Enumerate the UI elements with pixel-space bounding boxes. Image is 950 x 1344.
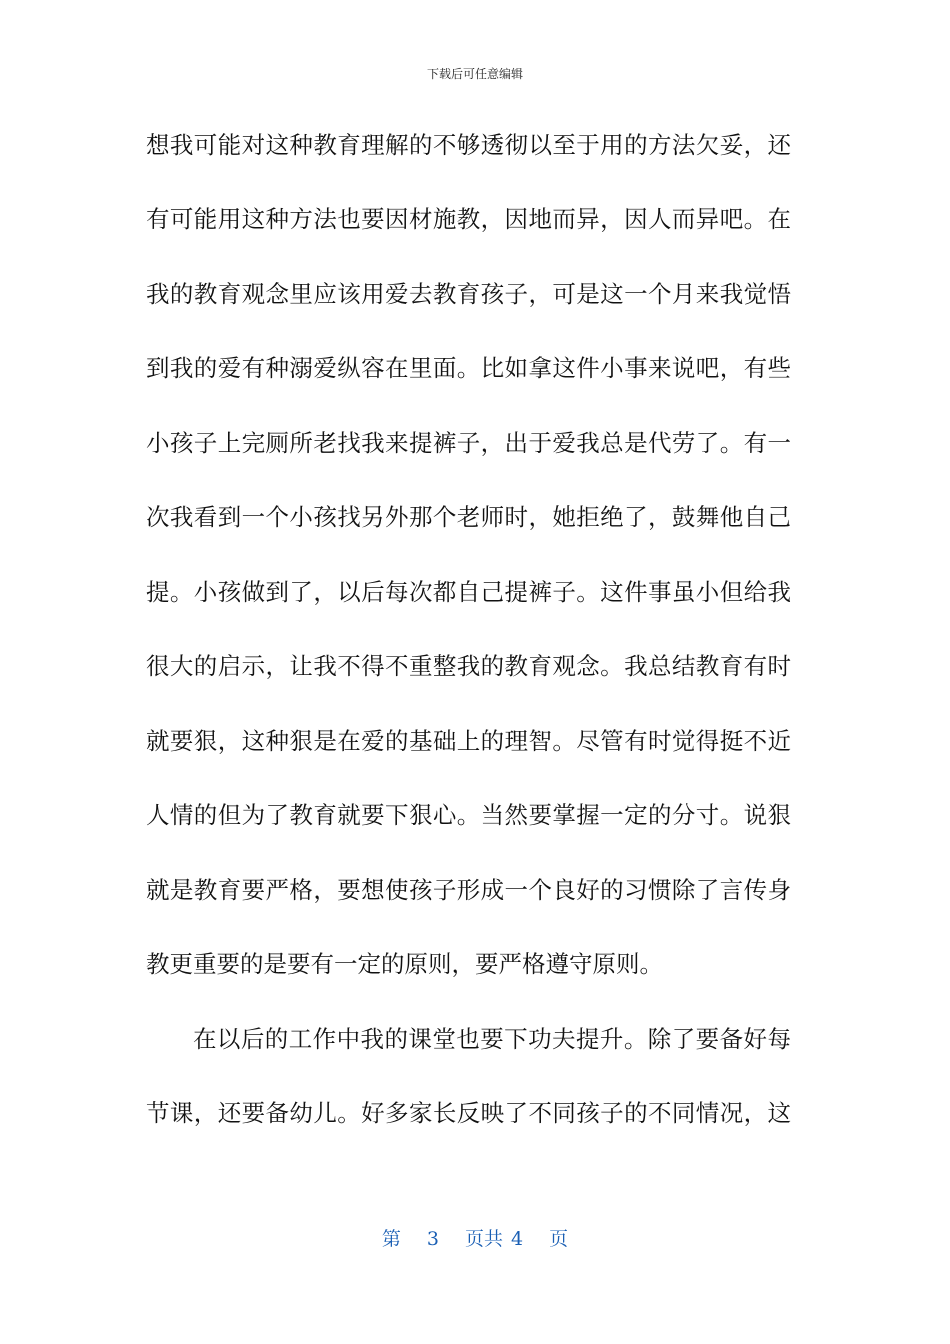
page-middle: 页共 [464, 1228, 503, 1250]
text-line: 小孩子上完厕所老找我来提裤子，出于爱我总是代劳了。有一 [146, 429, 791, 457]
current-page-number: 3 [426, 1228, 439, 1250]
text-line: 有可能用这种方法也要因材施教，因地而异，因人而异吧。在 [146, 205, 791, 233]
text-line: 就要狠，这种狠是在爱的基础上的理智。尽管有时觉得挺不近 [146, 727, 791, 755]
text-line: 想我可能对这种教育理解的不够透彻以至于用的方法欠妥，还 [146, 131, 791, 159]
text-line: 教更重要的是要有一定的原则，要严格遵守原则。 [146, 950, 663, 978]
text-line: 到我的爱有种溺爱纵容在里面。比如拿这件小事来说吧，有些 [146, 354, 791, 382]
text-line: 就是教育要严格，要想使孩子形成一个良好的习惯除了言传身 [146, 876, 791, 904]
text-line: 提。小孩做到了，以后每次都自己提裤子。这件事虽小但给我 [146, 578, 791, 606]
text-line: 次我看到一个小孩找另外那个老师时，她拒绝了，鼓舞他自己 [146, 503, 791, 531]
page-header [0, 66, 950, 82]
paragraph-first-line: 在以后的工作中我的课堂也要下功夫提升。除了要备好每 [193, 1025, 791, 1053]
text-line: 我的教育观念里应该用爱去教育孩子，可是这一个月来我觉悟 [146, 280, 791, 308]
page-prefix: 第 [381, 1228, 401, 1250]
header-text: 下载后可任意编辑 [426, 67, 523, 81]
page-suffix: 页 [549, 1228, 569, 1250]
text-line: 节课，还要备幼儿。好多家长反映了不同孩子的不同情况，这 [146, 1099, 791, 1127]
text-line: 人情的但为了教育就要下狠心。当然要掌握一定的分寸。说狠 [146, 801, 791, 829]
page-footer [0, 1226, 950, 1252]
total-pages-number: 4 [511, 1228, 524, 1250]
text-line: 很大的启示，让我不得不重整我的教育观念。我总结教育有时 [146, 652, 791, 680]
